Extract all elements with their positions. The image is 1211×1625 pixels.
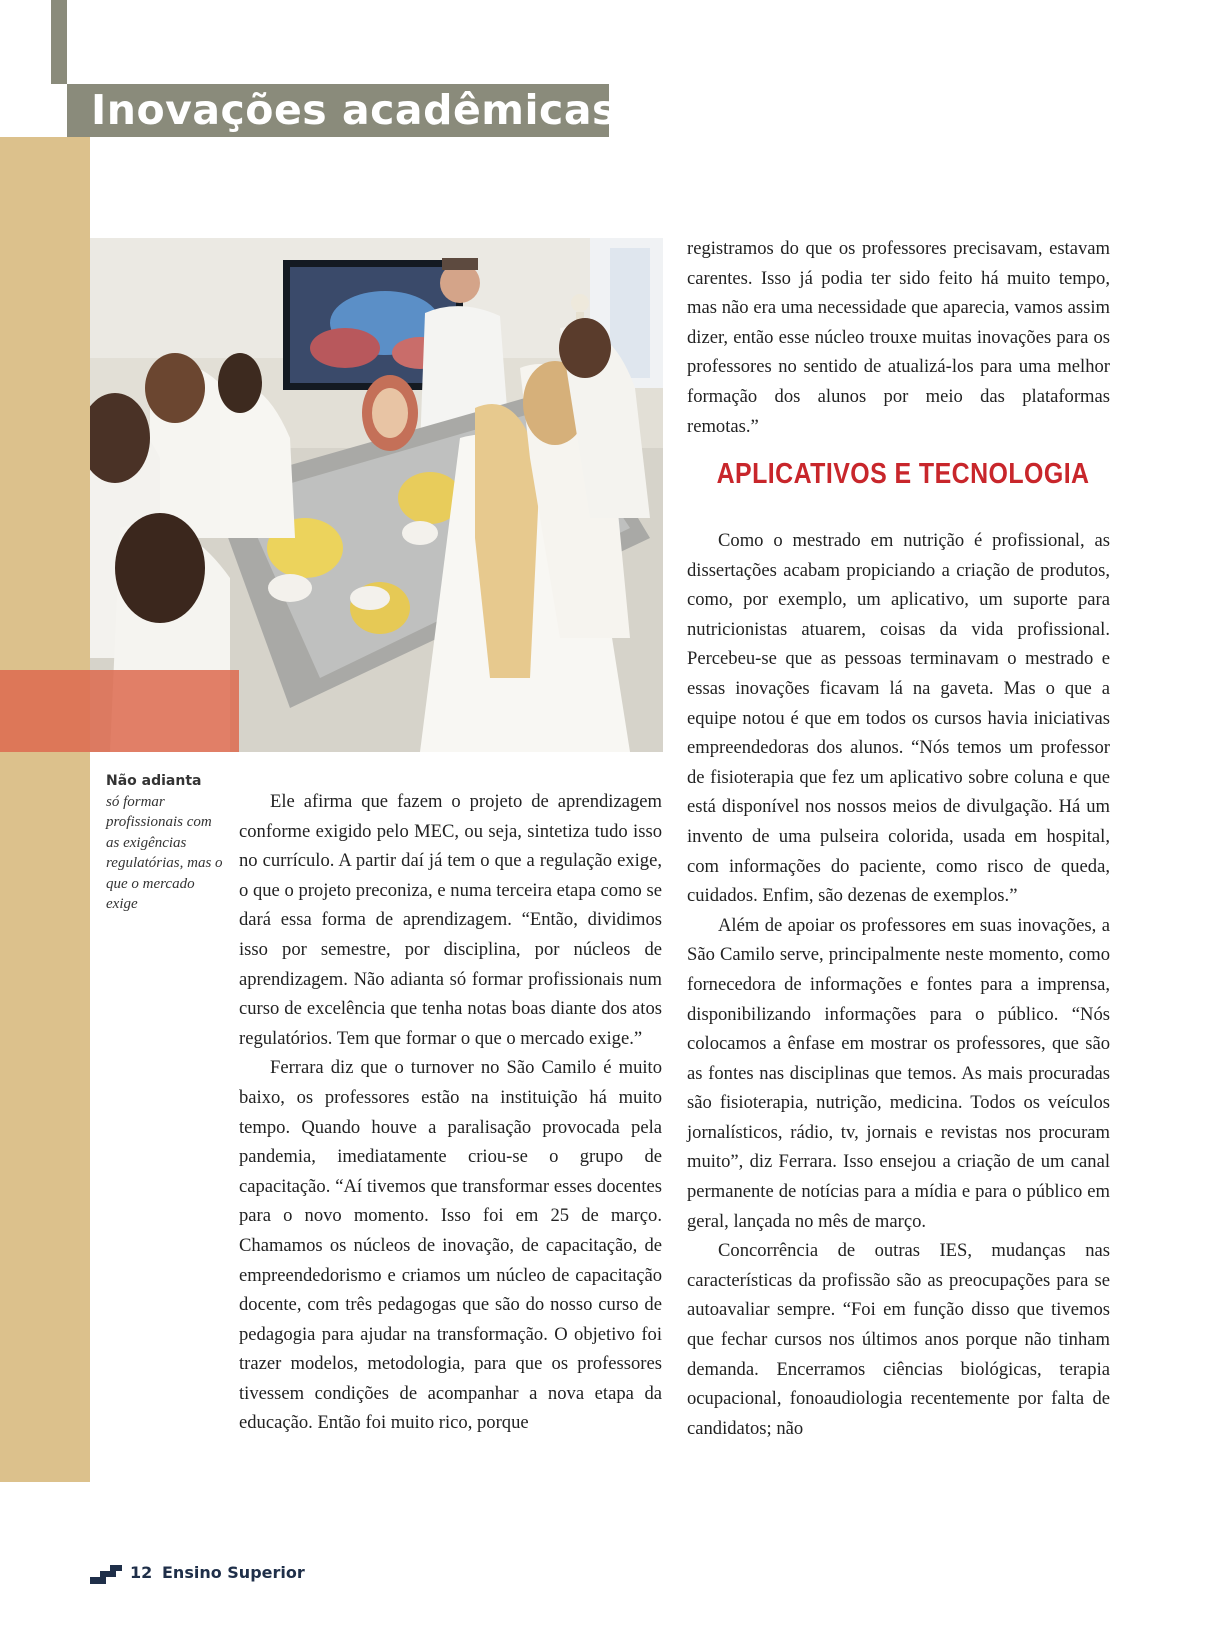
paragraph: Ele afirma que fazem o projeto de aprendizagem conforme exigido pelo MEC, ou seja, sintetiza tudo isso no currículo. A partir daí já tem o que a regulação exige, o que o projeto preconiza, e numa terceira etapa como se dará essa forma de aprendizagem. “Então, dividimos isso por semestre, por disciplina, por núcleos de aprendizagem. Não adianta só formar profissionais num curso de excelência que tenha notas boas diante dos atos regulatórios. Tem que formar o que o mercado exige.” bbox=[239, 791, 662, 1049]
paragraph: Além de apoiar os professores em suas inovações, a São Camilo serve, principalmente neste momento, como fornecedora de informações e fontes para a imprensa, disponibilizando informações para o público. “Nós colocamos a ênfase em mostrar os professores, que são as fontes nas disciplinas que temos. As mais procuradas são fisioterapia, nutrição, medicina. Todos os veículos jornalísticos, rádio, tv, jornais e revistas nos procuram muito”, diz Ferrara. Isso ensejou a criação de um canal permanente de notícias para a mídia e para o público em geral, lançada no mês de março. bbox=[687, 914, 1110, 1232]
photo-caption bbox=[106, 771, 226, 915]
caption-text: só formar profissionais com as exigências regulatórias, mas o que o mercado exige bbox=[106, 793, 223, 912]
paragraph: Ferrara diz que o turnover no São Camilo é muito baixo, os professores estão na instituição há muito tempo. Quando houve a paralisação provocada pela pandemia, imediatamente criou-se o grupo de capacitação. “Aí tivemos que transformar esses docentes para o novo momento. Isso foi em 25 de março. Chamamos os núcleos de inovação, de capacitação, de empreendedorismo e criamos um núcleo de capacitação docente, com três pedagogas que são do nosso curso de pedagogia para ajudar na transformação. O objetivo foi trazer modelos, metodologia, para que os professores tivessem condições de acompanhar a nova etapa da educação. Então foi muito rico, porque bbox=[239, 1057, 662, 1434]
right-top-text bbox=[687, 234, 1110, 441]
page-number: 12 bbox=[130, 1563, 153, 1582]
side-color-band bbox=[0, 137, 90, 1482]
stairs-logo-icon bbox=[90, 1564, 122, 1584]
header-accent-bar bbox=[51, 0, 67, 84]
photo-accent-block bbox=[0, 670, 239, 752]
section-heading: APLICATIVOS E TECNOLOGIA bbox=[716, 458, 1090, 490]
paragraph: Concorrência de outras IES, mudanças nas características da profissão são as preocupações para se autoavaliar sempre. “Foi em função disso que tivemos que fechar cursos nos últimos anos porque não tinham demanda. Encerramos ciências biológicas, terapia ocupacional, fonoaudiologia recentemente por falta de candidatos; não bbox=[687, 1240, 1110, 1439]
section-title-box bbox=[67, 84, 617, 137]
publication-name: Ensino Superior bbox=[162, 1563, 305, 1582]
caption-headline: Não adianta bbox=[106, 773, 202, 789]
paragraph: Como o mestrado em nutrição é profissional, as dissertações acabam propiciando a criação de produtos, como, por exemplo, um aplicativo, um suporte para nutricionistas atuarem, coisas da vida profissional. Percebeu-se que as pessoas terminavam o mestrado e essas inovações ficavam lá na gaveta. Mas o que a equipe notou é que em todos os cursos havia iniciativas empreendedoras dos alunos. “Nós temos um professor de fisioterapia que fez um aplicativo sobre coluna e que está disponível nos nossos meios de divulgação. Há um invento de uma pulseira colorida, usada em hospital, com informações do paciente, como risco de queda, cuidados. Enfim, são dezenas de exemplos.” bbox=[687, 530, 1110, 907]
page-title: Inovações acadêmicas bbox=[91, 86, 617, 134]
left-text-column bbox=[239, 787, 662, 1438]
right-text-column bbox=[687, 526, 1110, 1443]
paragraph: registramos do que os professores precisavam, estavam carentes. Isso já podia ter sido feito há muito tempo, mas não era uma necessidade que aparecia, vamos assim dizer, então esse núcleo trouxe muitas inovações para os professores no sentido de atualizá-los para uma melhor formação dos alunos por meio das plataformas remotas.” bbox=[687, 238, 1110, 437]
